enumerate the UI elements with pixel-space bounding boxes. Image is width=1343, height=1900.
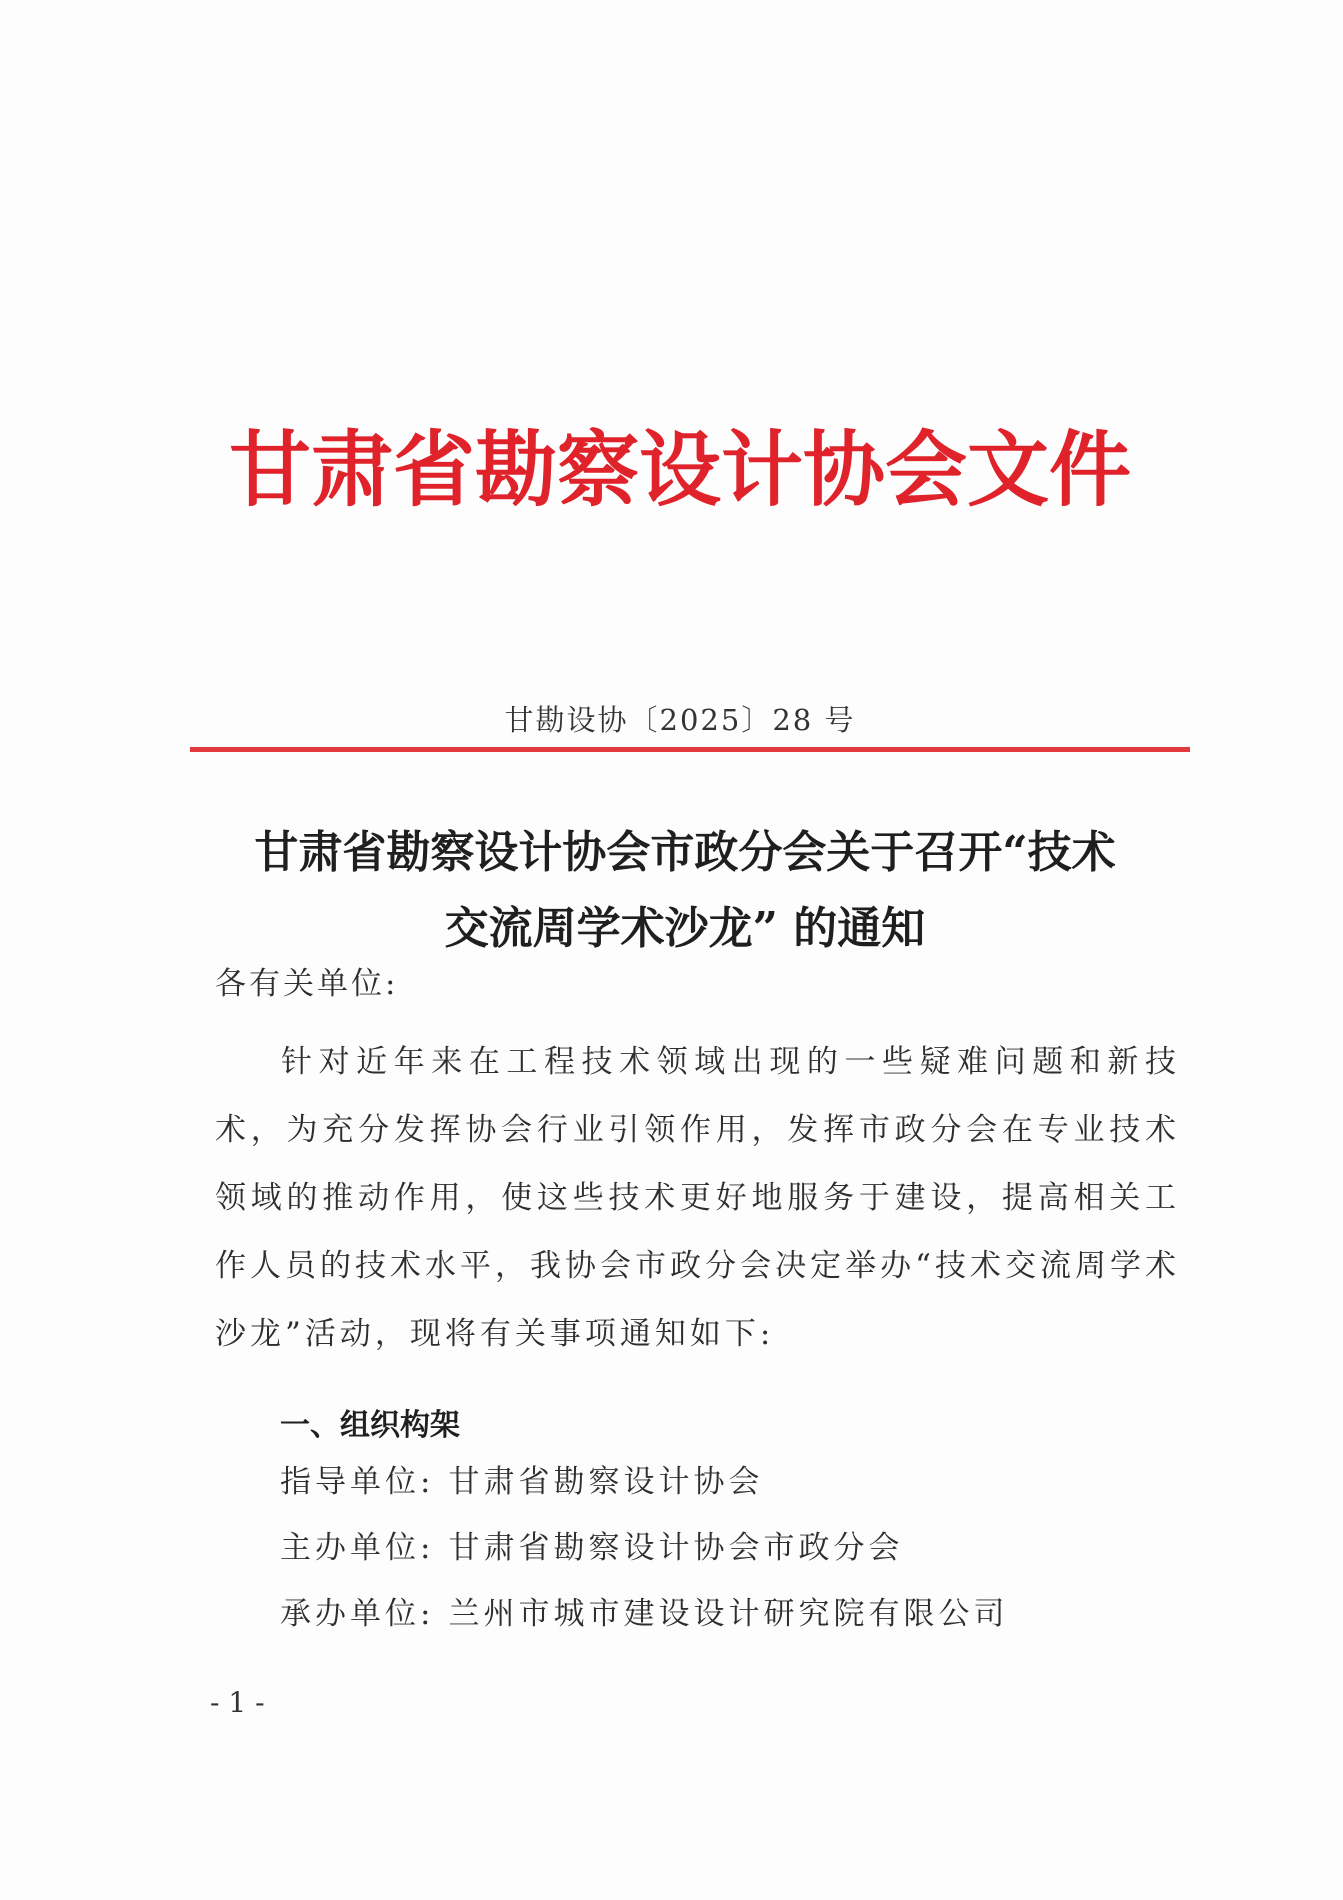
org-item-organizer-unit: [280, 1590, 1008, 1638]
page-number: - 1 -: [210, 1686, 265, 1719]
org-item-host-unit: [280, 1524, 903, 1572]
org-item-value: 兰州市城市建设设计研究院有限公司: [448, 1596, 1009, 1632]
document-header-title: 甘肃省勘察设计协会文件: [228, 422, 1131, 518]
notice-title-line-1: 甘肃省勘察设计协会市政分会关于召开“技术: [254, 827, 1116, 878]
body-paragraph: 针对近年来在工程技术领域出现的一些疑难问题和新技术，为充分发挥协会行业引领作用，发挥市政分会在专业技术领域的推动作用，使这些技术更好地服务于建设，提高相关工作人员的技术水平，我协会市政分会决定举办“技术交流周学术沙龙”活动，现将有关事项通知如下:: [215, 1044, 1180, 1352]
org-item-value: 甘肃省勘察设计协会: [448, 1464, 764, 1500]
notice-title-line-2: 交流周学术沙龙” 的通知: [444, 903, 926, 954]
org-item-guiding-unit: [280, 1458, 763, 1506]
org-item-label: 指导单位:: [280, 1464, 435, 1500]
section-heading-organization: 一、组织构架: [280, 1408, 460, 1443]
salutation: 各有关单位:: [215, 966, 399, 1002]
org-item-label: 承办单位:: [280, 1596, 435, 1632]
red-divider-line: [190, 747, 1190, 752]
org-item-value: 甘肃省勘察设计协会市政分会: [448, 1530, 904, 1566]
document-number: 甘勘设协〔2025〕28 号: [504, 703, 856, 737]
org-item-label: 主办单位:: [280, 1530, 435, 1566]
notice-title: [180, 815, 1190, 967]
